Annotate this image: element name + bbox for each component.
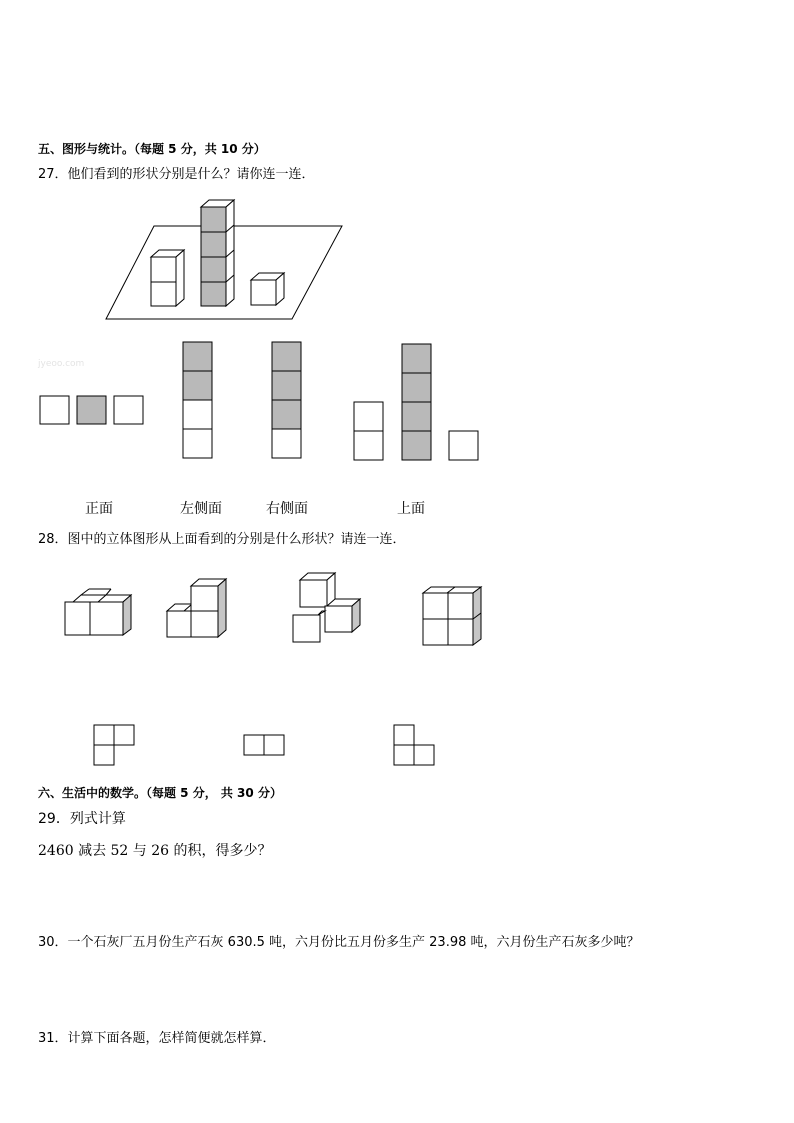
view-option-4 [354,344,478,460]
label-right-side: 右侧面 [266,501,308,517]
top-view-option-3 [394,725,434,765]
top-view-option-1 [94,725,134,765]
solid-figure-1 [65,589,131,635]
solid-figure-3 [293,573,360,642]
question-29-text: 2460 减去 52 与 26 的积，得多少？ [38,843,272,859]
solid-figure-2 [167,579,226,637]
view-option-2 [183,342,212,458]
question-29-title: 29．列式计算 [38,811,126,827]
q28-top-view-options [90,720,440,770]
q27-3d-arrangement [100,195,350,325]
question-31-text: 31．计算下面各题，怎样简便就怎样算． [38,1031,276,1046]
top-view-option-2 [244,735,284,755]
section-six-heading: 六、生活中的数学。（每题 5 分， 共 30 分） [38,786,282,800]
question-28-text: 28．图中的立体图形从上面看到的分别是什么形状？请连一连． [38,532,406,547]
question-27-text: 27．他们看到的形状分别是什么？请你连一连． [38,167,315,182]
watermark: jyeoo.com [38,359,85,369]
cube-stack-left [151,250,184,306]
view-option-3 [272,342,301,458]
label-front: 正面 [85,501,113,517]
cube-stack-tall [201,200,234,306]
label-left-side: 左侧面 [180,501,222,517]
section-five-heading: 五、图形与统计。（每题 5 分，共 10 分） [38,142,266,156]
solid-figure-4 [423,587,481,645]
label-top: 上面 [397,501,425,517]
question-30-text: 30．一个石灰厂五月份生产石灰 630.5 吨，六月份比五月份多生产 23.98 吨，六月份生产石灰多少吨？ [38,935,640,950]
view-option-1 [40,396,143,424]
cube-single [251,273,284,305]
q27-view-options [38,340,488,465]
q28-solid-figures [60,568,490,653]
